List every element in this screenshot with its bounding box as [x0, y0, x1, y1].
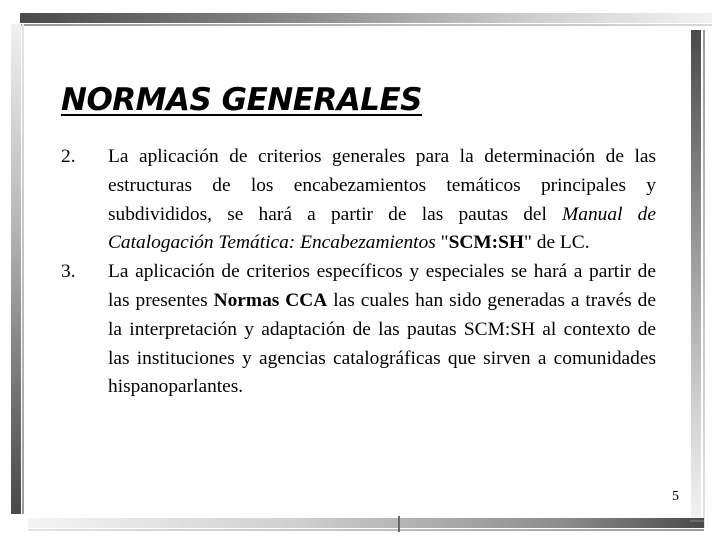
frame-right-line	[703, 30, 705, 528]
list-item	[61, 258, 656, 402]
item-text-run: " de LC.	[524, 232, 590, 254]
item-text-run: La aplicación de criterios generales para la determinación de las estructuras de los encabezamientos temáticos principales y subdivididos, se hará a partir de las pautas del	[108, 146, 656, 225]
frame-bottom-bar	[28, 518, 704, 528]
item-text	[108, 258, 656, 402]
frame-right-bar	[691, 30, 701, 528]
frame-top-line	[20, 24, 712, 26]
item-text-run: "	[435, 232, 449, 254]
item-number: 3.	[61, 261, 76, 283]
frame-left-bar	[11, 24, 21, 514]
item-text	[108, 143, 656, 258]
frame-bottom-line	[28, 529, 704, 531]
frame-left-line	[22, 24, 24, 514]
frame-right-tick	[690, 520, 704, 522]
scm-sh-bold: SCM:SH	[448, 232, 525, 254]
item-text-run: La aplicación de criterios específicos y especiales se hará a partir de las presentes	[108, 261, 656, 311]
page-number: 5	[672, 489, 679, 504]
manual-title-italic: Manual de Catalogación Temática: Encabezamientos	[108, 203, 656, 254]
frame-top-bar	[20, 13, 712, 23]
normas-cca-bold: Normas CCA	[213, 289, 328, 311]
slide-title: NORMAS GENERALES	[61, 82, 422, 118]
numbered-list	[61, 143, 656, 402]
list-item	[61, 143, 656, 258]
item-text-run: las cuales han sido generadas a través de la interpretación y adaptación de las pautas SCM:SH al contexto de las instituciones y agencias catalográficas que sirven a comunidades hispanoparlantes.	[108, 289, 656, 398]
item-number: 2.	[61, 146, 76, 167]
frame-bottom-tick	[398, 516, 400, 532]
